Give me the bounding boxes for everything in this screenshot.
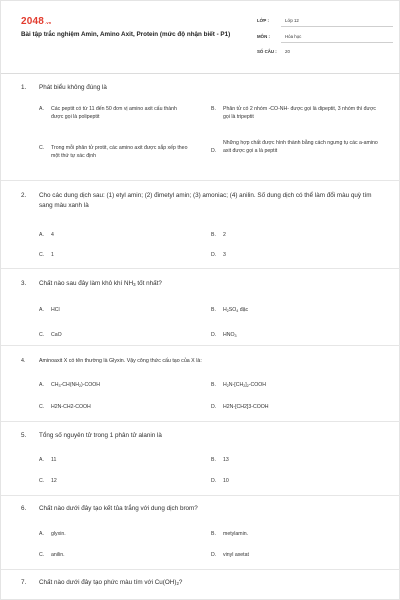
question-number: 7. [21, 579, 27, 586]
question-4-stem [21, 356, 383, 366]
divider [1, 180, 400, 181]
option-text: 10 [223, 478, 229, 484]
option-c[interactable] [39, 331, 189, 339]
worksheet-title: Bài tập trắc nghiệm Amin, Amino Axit, Protein (mức độ nhận biết - P1) [21, 31, 231, 38]
option-letter: A. [39, 457, 44, 463]
option-letter: B. [211, 382, 216, 388]
option-a[interactable] [39, 456, 189, 464]
question-7 [21, 578, 383, 588]
option-text: 13 [223, 457, 229, 463]
option-text: H2N-CH2-COOH [51, 404, 91, 410]
option-letter: C. [39, 404, 45, 410]
divider [1, 421, 400, 422]
option-text: 4 [51, 232, 54, 238]
option-c[interactable] [39, 144, 189, 160]
option-b[interactable] [211, 530, 361, 538]
option-letter: B. [211, 307, 216, 313]
option-letter: A. [39, 106, 44, 112]
option-c[interactable] [39, 551, 189, 559]
option-letter: C. [39, 552, 45, 558]
question-5-stem [21, 431, 383, 441]
option-text: $H_2SO_4$ đặc [223, 307, 249, 313]
option-letter: C. [39, 332, 45, 338]
option-text: anilin. [51, 552, 65, 558]
divider [1, 345, 400, 346]
class-value: Lớp 12 [285, 18, 299, 23]
option-letter: C. [39, 252, 45, 258]
subject-label: MÔN : [257, 34, 270, 39]
question-count-value: 20 [285, 49, 290, 54]
question-number: 4. [21, 358, 26, 364]
question-text: Aminoaxit X có tên thường là Glyxin. Vậy công thức cấu tạo của X là: [39, 358, 202, 364]
header-divider [1, 73, 400, 74]
option-letter: B. [211, 531, 216, 537]
option-text: glyxin. [51, 531, 66, 537]
option-b[interactable] [211, 231, 361, 239]
option-text: 2 [223, 232, 226, 238]
question-number: 3. [21, 280, 27, 287]
option-a[interactable] [39, 105, 189, 121]
option-a[interactable] [39, 381, 189, 389]
question-text: Phát biểu không đúng là [39, 84, 107, 91]
option-text: metylamin. [223, 531, 249, 537]
question-5 [21, 431, 383, 484]
option-b[interactable] [211, 306, 361, 314]
option-b[interactable] [211, 381, 361, 389]
option-letter: B. [211, 457, 216, 463]
option-text: 1 [51, 252, 54, 258]
question-3 [21, 279, 383, 338]
option-a[interactable] [39, 231, 189, 239]
option-c[interactable] [39, 251, 189, 259]
option-a[interactable] [39, 530, 189, 538]
option-letter: A. [39, 531, 44, 537]
option-text: Trong mỗi phân tử protit, các amino axit được sắp xếp theo một thứ tự xác định [51, 145, 188, 159]
option-letter: D. [211, 404, 217, 410]
option-text: Các peptit có từ 11 đến 50 đơn vị amino axit cấu thành được gọi là polipeptit [51, 106, 177, 120]
option-text: Phân tử có 2 nhóm -CO-NH- được gọi là dipeptit, 3 nhóm thì được gọi là tripeptit [223, 106, 377, 120]
question-text: Chất nào sau đây làm khô khí $NH_3$ tốt nhất? [39, 280, 162, 287]
question-number: 2. [21, 192, 27, 199]
option-text: Những hợp chất được hình thành bằng cách ngưng tụ các a-amino axit được gọi a là peptit [223, 140, 378, 154]
page-header [1, 1, 400, 73]
question-7-stem [21, 578, 383, 588]
option-letter: A. [39, 232, 44, 238]
option-text: H2N-[CH2]3-COOH [223, 404, 269, 410]
question-1-stem [21, 83, 383, 93]
question-1 [21, 83, 383, 159]
option-text: $H_2N-[CH_2]_2$-COOH [223, 382, 267, 388]
option-b[interactable] [211, 105, 381, 121]
class-label: LỚP : [257, 18, 269, 23]
option-d[interactable] [211, 331, 361, 339]
question-number: 5. [21, 432, 27, 439]
question-text: Tổng số nguyên tử trong 1 phân tử alanin là [39, 432, 162, 439]
option-letter: C. [39, 478, 45, 484]
question-text: Chất nào dưới đây tạo kết tủa trắng với dung dịch brom? [39, 505, 198, 512]
option-letter: C. [39, 145, 45, 151]
question-number: 6. [21, 505, 27, 512]
option-b[interactable] [211, 456, 361, 464]
option-letter: B. [211, 232, 216, 238]
option-letter: D. [211, 148, 217, 154]
question-4 [21, 356, 383, 410]
option-letter: A. [39, 307, 44, 313]
question-3-stem [21, 279, 383, 289]
option-c[interactable] [39, 477, 189, 485]
divider [1, 569, 400, 570]
option-text: vinyl axetat [223, 552, 249, 558]
question-2 [21, 191, 383, 258]
option-text: $CH_3-CH(NH_2)$-COOH [51, 382, 101, 388]
option-d[interactable] [211, 551, 361, 559]
divider [1, 495, 400, 496]
question-2-stem [21, 191, 383, 211]
option-letter: D. [211, 252, 217, 258]
option-text: 11 [51, 457, 57, 463]
option-d[interactable] [211, 477, 361, 485]
subject-value: Hóa học [285, 34, 302, 39]
question-6-stem [21, 504, 383, 514]
option-letter: A. [39, 382, 44, 388]
option-letter: D. [211, 552, 217, 558]
divider [1, 268, 400, 269]
option-letter: D. [211, 332, 217, 338]
question-text: Chất nào dưới đây tạo phức màu tím với $Cu(OH)_2$? [39, 579, 183, 586]
option-letter: D. [211, 478, 217, 484]
option-text: 12 [51, 478, 57, 484]
question-6 [21, 504, 383, 558]
question-number: 1. [21, 84, 27, 91]
question-count-label: SỐ CÂU : [257, 49, 277, 54]
option-text: $HNO_3$ [223, 332, 237, 338]
option-letter: B. [211, 106, 216, 112]
option-text: HCl [51, 307, 60, 313]
subject-underline [281, 42, 393, 43]
class-underline [281, 26, 393, 27]
option-text: 3 [223, 252, 226, 258]
option-text: CaO [51, 332, 62, 338]
option-a[interactable] [39, 306, 189, 314]
option-d[interactable] [211, 139, 381, 155]
option-c[interactable] [39, 403, 189, 411]
option-d[interactable] [211, 251, 361, 259]
site-logo[interactable]: 2048.vn [21, 16, 52, 27]
question-text: Cho các dung dịch sau: (1) etyl amin; (2) đimetyl amin; (3) amoniac; (4) anilin. Số dung dịch có thể làm đổi màu quỳ tím sang màu xanh là [39, 192, 372, 209]
option-d[interactable] [211, 403, 361, 411]
